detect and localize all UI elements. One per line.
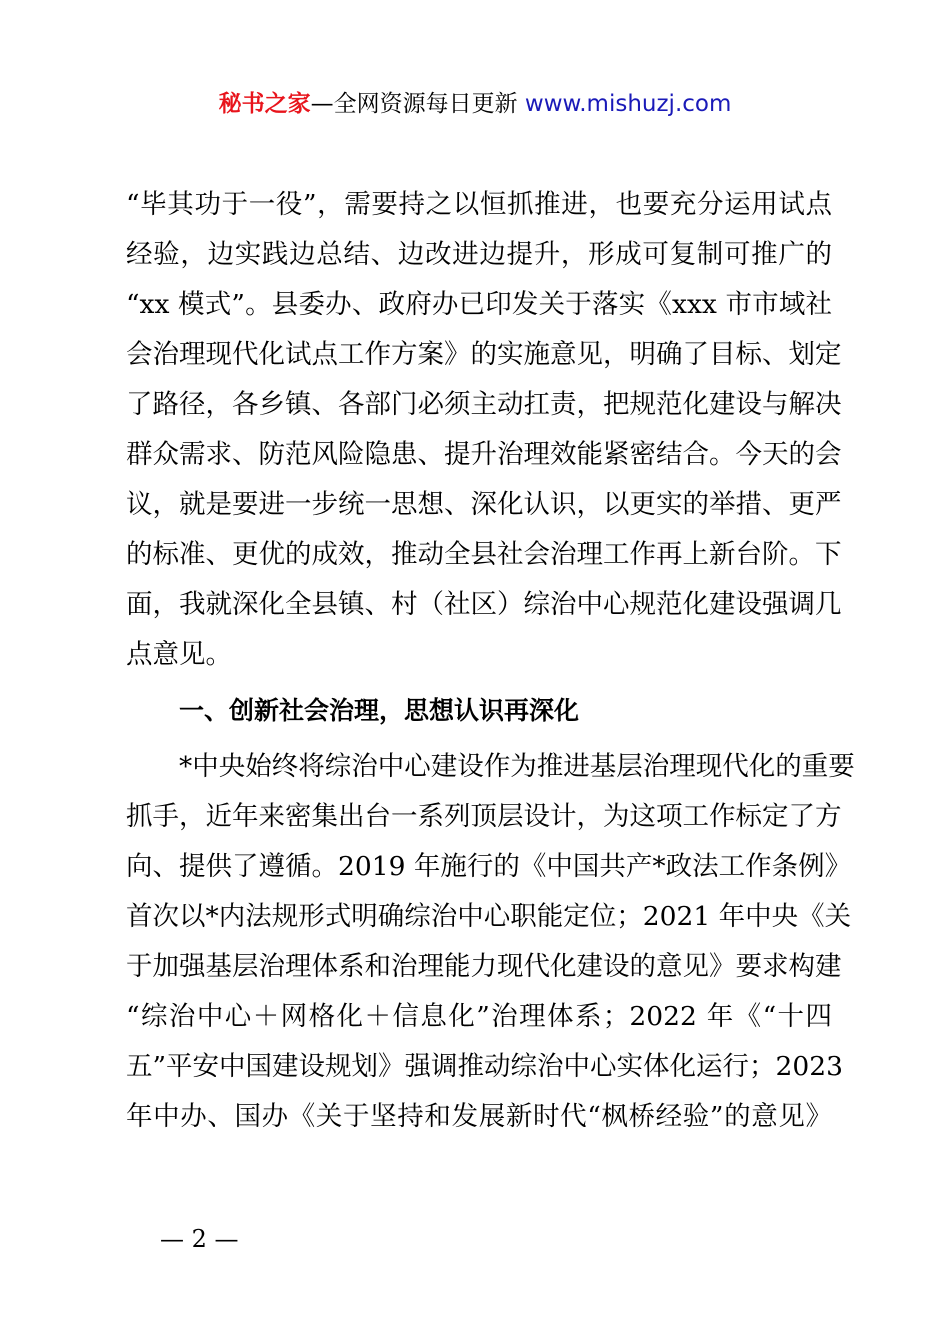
text-line: 首次以*内法规形式明确综治中心职能定位；2021 年中央《关: [126, 901, 852, 932]
text-line: 面，我就深化全县镇、村（社区）综治中心规范化建设强调几: [126, 589, 842, 620]
site-url-link[interactable]: www.mishuzj.com: [524, 91, 732, 117]
text-line: 议，就是要进一步统一思想、深化认识，以更实的举措、更严: [126, 489, 842, 520]
text-line: 抓手，近年来密集出台一系列顶层设计，为这项工作标定了方: [126, 801, 842, 832]
text-line: 点意见。: [126, 639, 232, 670]
text-line: 了路径，各乡镇、各部门必须主动扛责，把规范化建设与解决: [126, 389, 842, 420]
text-line: 经验，边实践边总结、边改进边提升，形成可复制可推广的: [126, 239, 832, 270]
text-line: “xx 模式”。县委办、政府办已印发关于落实《xxx 市市域社: [126, 289, 832, 320]
brand-name: 秘书之家: [218, 91, 311, 117]
text-line: 向、提供了遵循。2019 年施行的《中国共产*政法工作条例》: [126, 851, 852, 882]
text-line: 年中办、国办《关于坚持和发展新时代“枫桥经验”的意见》: [126, 1101, 832, 1132]
section-heading: 一、创新社会治理，思想认识再深化: [179, 696, 580, 725]
text-line: 于加强基层治理体系和治理能力现代化建设的意见》要求构建: [126, 951, 842, 982]
text-line: 的标准、更优的成效，推动全县社会治理工作再上新台阶。下: [126, 539, 842, 570]
text-line: “综治中心＋网格化＋信息化”治理体系；2022 年《“十四: [126, 1001, 832, 1032]
text-line: 会治理现代化试点工作方案》的实施意见，明确了目标、划定: [126, 339, 842, 370]
header-tagline: —全网资源每日更新: [310, 91, 518, 117]
text-line: 群众需求、防范风险隐患、提升治理效能紧密结合。今天的会: [126, 439, 842, 470]
text-line: 五”平安中国建设规划》强调推动综治中心实体化运行；2023: [126, 1051, 843, 1082]
text-line: “毕其功于一役”，需要持之以恒抓推进，也要充分运用试点: [126, 189, 832, 220]
document-body: [126, 180, 855, 1142]
paragraph-continued: [126, 180, 842, 680]
text-line: *中央始终将综治中心建设作为推进基层治理现代化的重要: [179, 751, 855, 782]
paragraph: [126, 742, 855, 1142]
page-number: — 2 —: [160, 1225, 239, 1253]
site-header: [0, 86, 950, 122]
